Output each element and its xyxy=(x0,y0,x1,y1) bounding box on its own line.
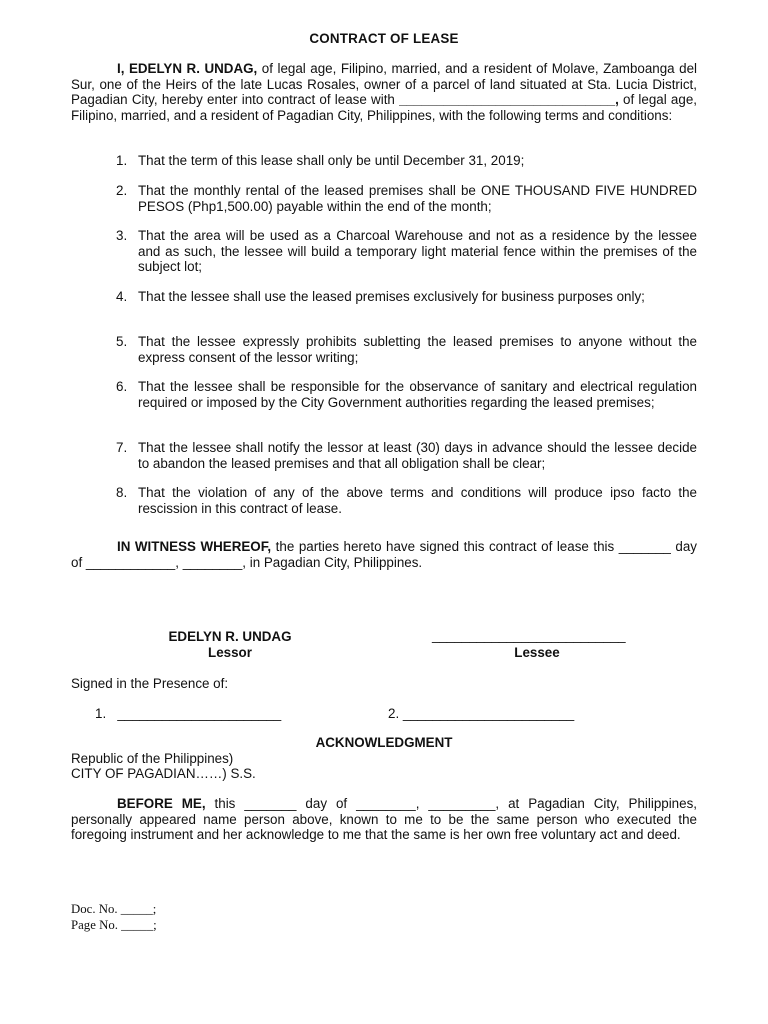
term-number: 2. xyxy=(116,183,128,198)
term-text: That the term of this lease shall only be until December 31, 2019; xyxy=(138,153,525,168)
term-item xyxy=(116,440,697,471)
intro-text-2: of legal age, Filipino, married, and a resident of Pagadian City, Philippines, with the following terms and conditions: xyxy=(71,92,697,123)
term-number: 5. xyxy=(116,334,128,349)
before-me-bold: BEFORE ME, xyxy=(117,796,206,811)
witness-text: the parties hereto have signed this contract of lease this _______ day of ____________, ________, in Pagadian City, Philippines. xyxy=(71,539,698,570)
lessor-name: EDELYN R. UNDAG xyxy=(168,629,292,644)
term-text: That the lessee expressly prohibits subletting the leased premises to anyone without the express consent of the lessor writing; xyxy=(138,334,697,365)
term-item xyxy=(116,379,697,410)
term-text: That the lessee shall be responsible for the observance of sanitary and electrical regulation required or imposed by the City Government authorities regarding the leased premises; xyxy=(138,379,697,410)
venue-line-2: CITY OF PAGADIAN……) S.S. xyxy=(71,766,256,781)
intro-text: of legal age, Filipino, married, and a resident of Molave, Zamboanga del Sur, one of the Heirs of the late Lucas Rosales, owner of a parcel of land situated at Sta. Lucia District, Pagadian City, hereby enter into contract of lease with xyxy=(71,61,698,108)
term-item xyxy=(116,485,697,516)
doc-no-line: Doc. No. _____; xyxy=(71,902,157,916)
witness-2-line: 2. _______________________ xyxy=(388,706,575,721)
term-number: 4. xyxy=(116,289,128,304)
acknowledgment-paragraph xyxy=(71,796,697,843)
term-text: That the area will be used as a Charcoal Warehouse and not as a residence by the lessee and as such, the lessee will build a temporary light material fence within the premises of the subject lot; xyxy=(138,228,697,275)
lessor-role: Lessor xyxy=(208,645,252,660)
witness-paragraph xyxy=(71,539,697,570)
term-number: 7. xyxy=(116,440,128,455)
term-item xyxy=(116,289,697,305)
term-text: That the lessee shall use the leased premises exclusively for business purposes only; xyxy=(138,289,645,304)
lessee-role: Lessee xyxy=(514,645,560,660)
venue-line-1: Republic of the Philippines) xyxy=(71,751,234,766)
term-item xyxy=(116,228,697,275)
term-text: That the violation of any of the above terms and conditions will produce ipso facto the rescission in this contract of lease. xyxy=(138,485,697,516)
intro-paragraph xyxy=(71,61,697,123)
term-item xyxy=(116,334,697,365)
witness-whereof-bold: IN WITNESS WHEREOF, xyxy=(117,539,272,554)
acknowledgment-text: this _______ day of ________, _________, at Pagadian City, Philippines, personally appeared name person above, known to me to be the same person who executed the foregoing instrument and her acknowledge to me that the same is her own free voluntary act and deed. xyxy=(71,796,697,843)
term-item xyxy=(116,153,697,169)
term-number: 6. xyxy=(116,379,128,394)
term-text: That the lessee shall notify the lessor at least (30) days in advance should the lessee decide to abandon the leased premises and that all obligation shall be clear; xyxy=(138,440,697,471)
lessor-name-bold: I, EDELYN R. UNDAG, xyxy=(117,61,258,76)
term-text: That the monthly rental of the leased premises shall be ONE THOUSAND FIVE HUNDRED PESOS (Php1,500.00) payable within the end of the month; xyxy=(138,183,697,214)
document-title: CONTRACT OF LEASE xyxy=(309,31,459,46)
witness-1-line: 1. ______________________ xyxy=(95,706,282,721)
presence-label: Signed in the Presence of: xyxy=(71,676,229,691)
lessee-name-blank: _____________________________, xyxy=(399,92,619,108)
term-number: 3. xyxy=(116,228,128,243)
term-number: 1. xyxy=(116,153,128,168)
term-number: 8. xyxy=(116,485,128,500)
term-item xyxy=(116,183,697,214)
page-no-line: Page No. _____; xyxy=(71,918,157,932)
lessee-signature-line: __________________________ xyxy=(432,628,626,643)
acknowledgment-heading: ACKNOWLEDGMENT xyxy=(315,735,453,750)
